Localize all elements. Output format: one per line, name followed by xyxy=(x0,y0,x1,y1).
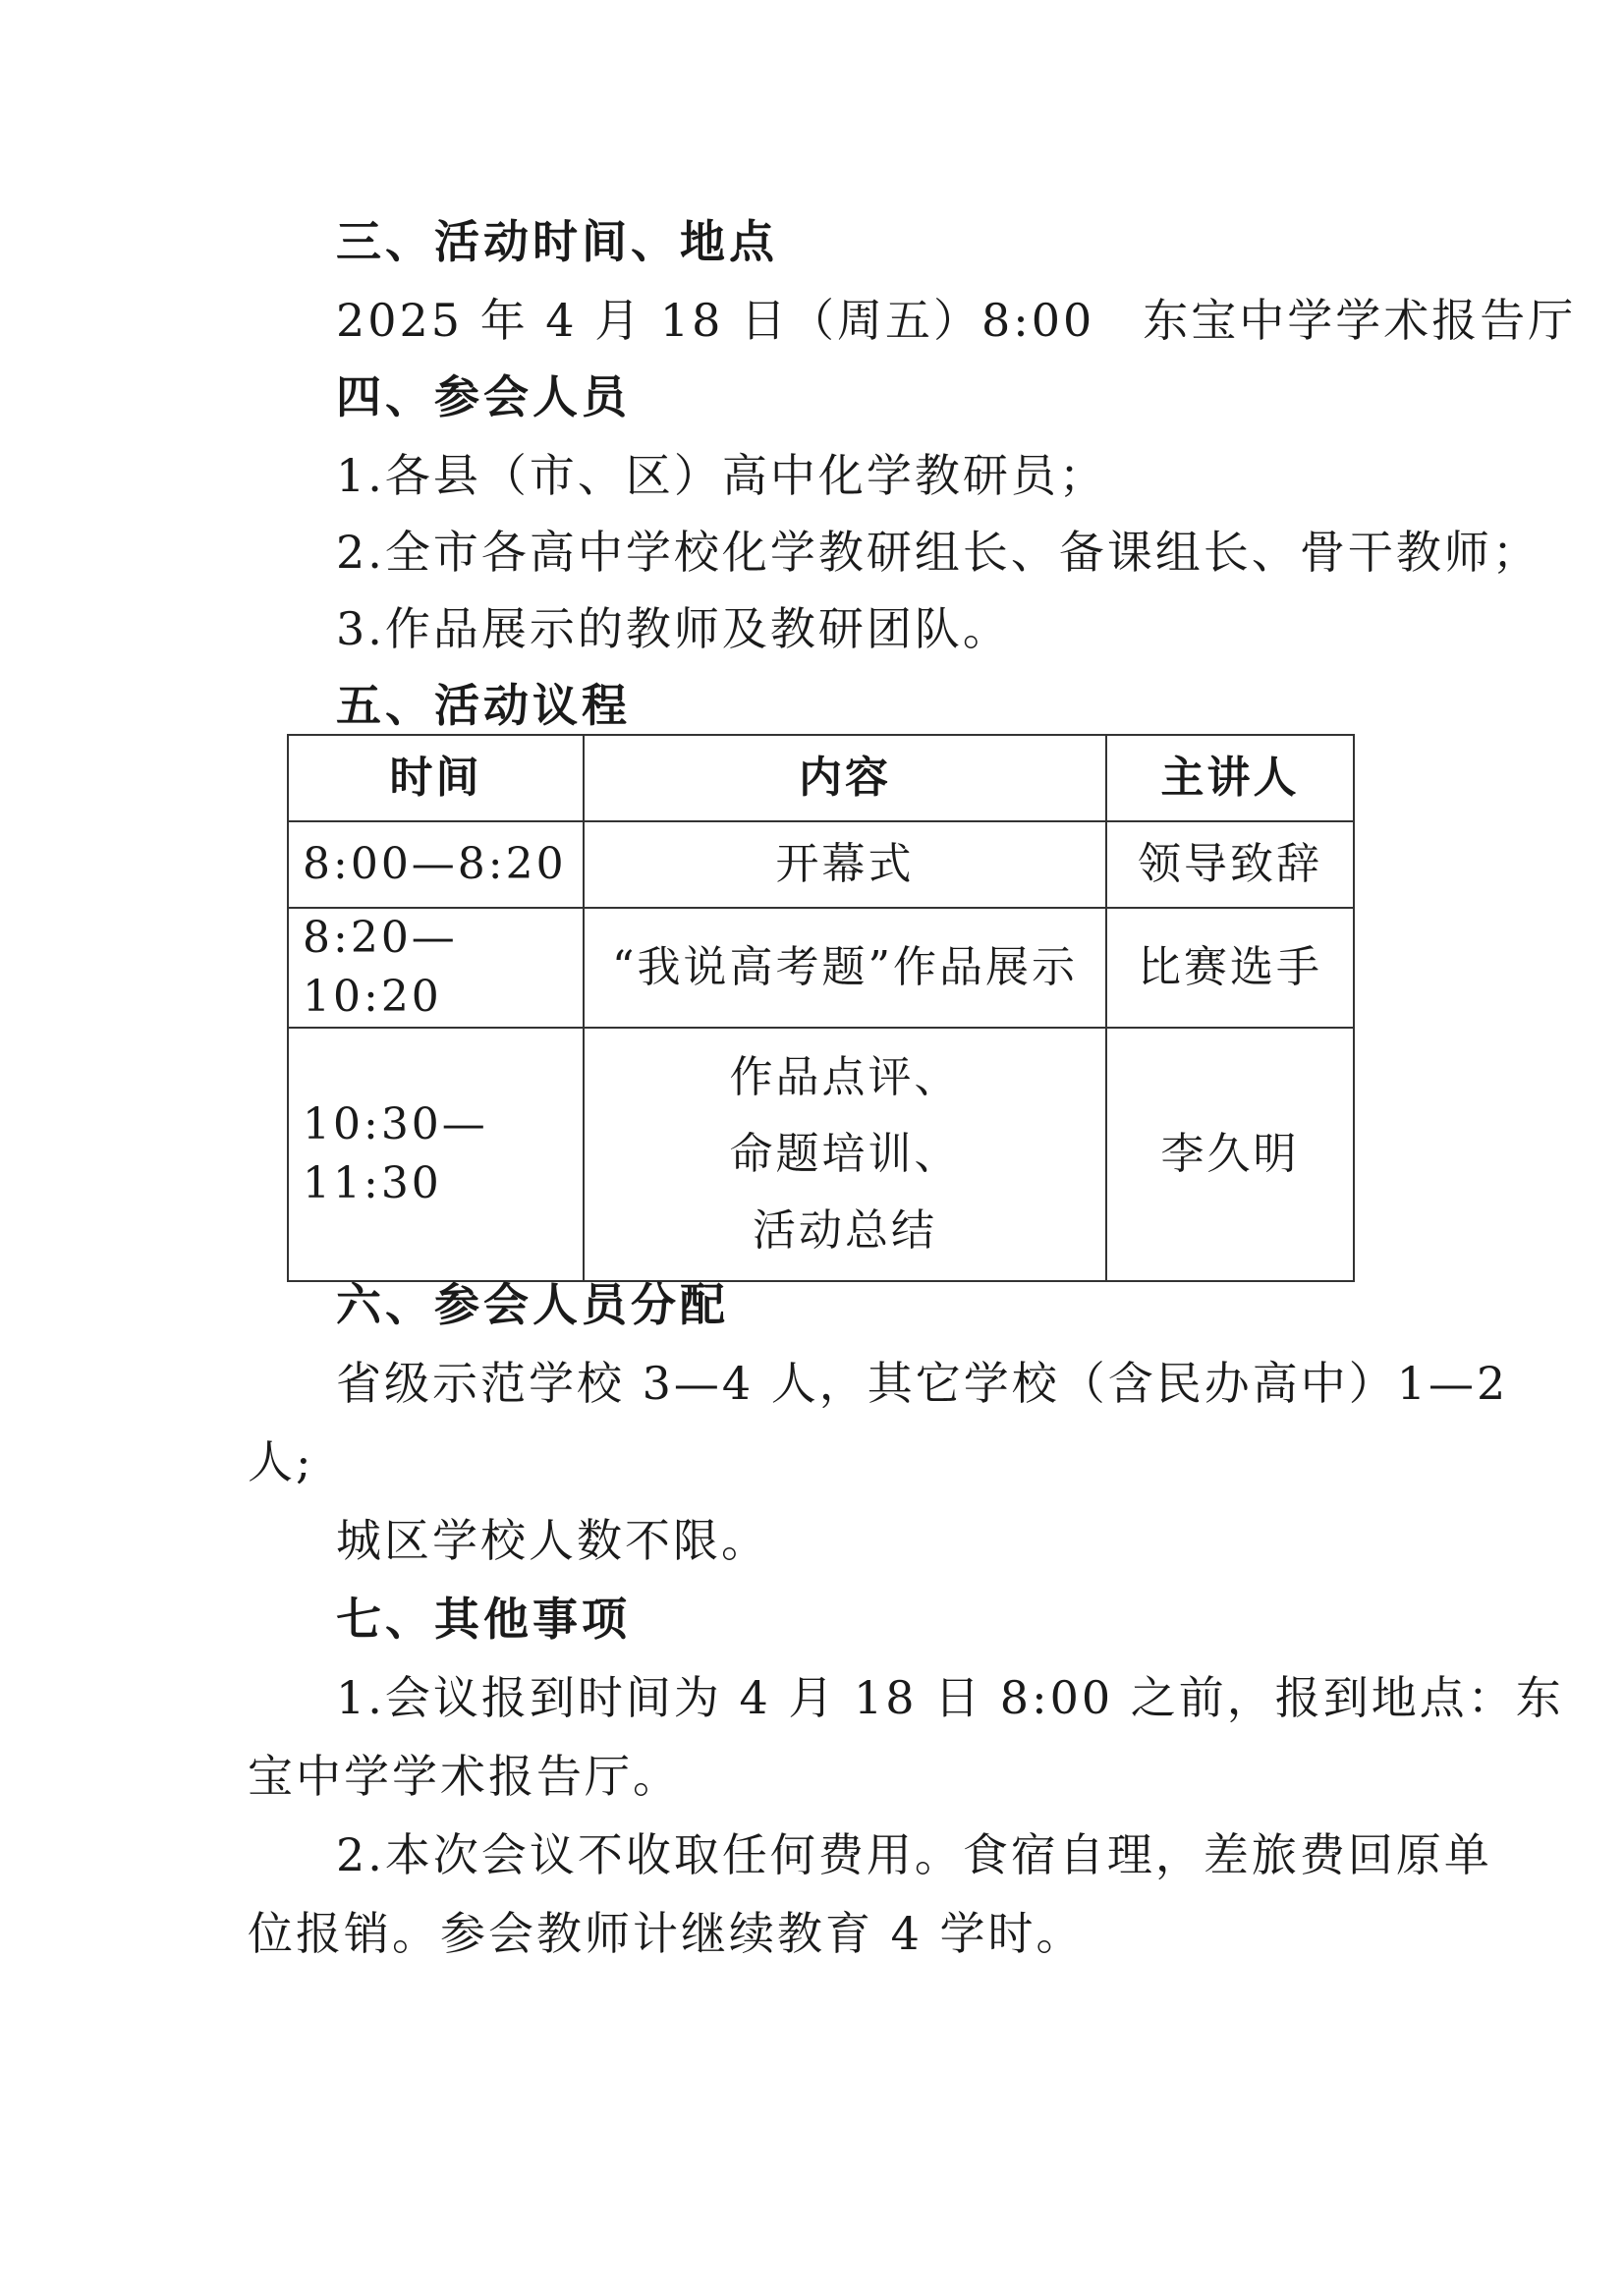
header-content: 内容 xyxy=(584,735,1106,821)
table-row xyxy=(288,908,1354,1028)
section6-line-1: 省级示范学校 3—4 人，其它学校（含民办高中）1—2 xyxy=(336,1357,1509,1410)
section4-heading: 四、参会人员 xyxy=(336,370,631,423)
table-row xyxy=(288,1028,1354,1281)
section3-heading: 三、活动时间、地点 xyxy=(336,215,778,268)
section4-item-1: 1.各县（市、区）高中化学教研员； xyxy=(336,449,1107,502)
section7-heading: 七、其他事项 xyxy=(336,1593,631,1646)
row-speaker: 比赛选手 xyxy=(1106,908,1354,1028)
section6-line-2: 城区学校人数不限。 xyxy=(336,1514,769,1567)
row-content: 开幕式 xyxy=(584,821,1106,908)
table-header-row xyxy=(288,735,1354,821)
section7-item-1b: 宝中学学术报告厅。 xyxy=(248,1750,681,1803)
header-time: 时间 xyxy=(288,735,584,821)
row-content-line: 作品点评、 xyxy=(729,1052,961,1102)
section6-line-1-cont: 人; xyxy=(248,1435,314,1488)
row-time: 10:30—11:30 xyxy=(288,1028,584,1281)
section4-item-2: 2.全市各高中学校化学教研组长、备课组长、骨干教师； xyxy=(336,526,1540,579)
section7-item-1a: 1.会议报到时间为 4 月 18 日 8:00 之前，报到地点：东 xyxy=(336,1671,1564,1724)
row-content-line: 命题培训、 xyxy=(729,1129,961,1179)
agenda-table xyxy=(287,734,1355,1282)
row-content: “我说高考题”作品展示 xyxy=(584,908,1106,1028)
section6-heading: 六、参会人员分配 xyxy=(336,1278,729,1331)
row-time: 8:00—8:20 xyxy=(288,821,584,908)
row-time: 8:20—10:20 xyxy=(288,908,584,1028)
section7-item-2a: 2.本次会议不收取任何费用。食宿自理，差旅费回原单 xyxy=(336,1828,1492,1881)
row-content-line: 活动总结 xyxy=(753,1205,937,1256)
header-speaker: 主讲人 xyxy=(1106,735,1354,821)
table-row xyxy=(288,821,1354,908)
row-speaker: 李久明 xyxy=(1106,1028,1354,1281)
section4-item-3: 3.作品展示的教师及教研团队。 xyxy=(336,602,1011,655)
section5-heading: 五、活动议程 xyxy=(336,679,631,732)
row-speaker: 领导致辞 xyxy=(1106,821,1354,908)
row-content xyxy=(584,1028,1106,1281)
section3-time-place: 2025 年 4 月 18 日（周五）8:00 东宝中学学术报告厅 xyxy=(336,294,1577,347)
section7-item-2b: 位报销。参会教师计继续教育 4 学时。 xyxy=(248,1907,1085,1960)
